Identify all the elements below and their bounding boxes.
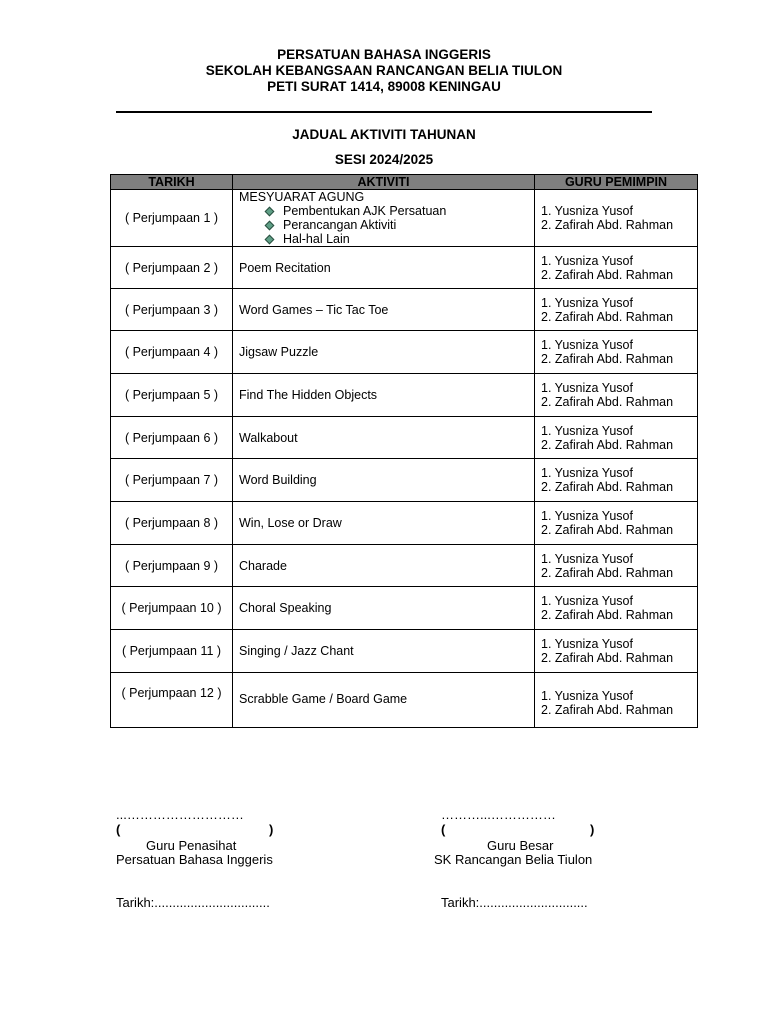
signatory-org-left: Persatuan Bahasa Inggeris <box>116 852 273 867</box>
activity-cell: Word Building <box>233 459 535 502</box>
signature-dots-right: ………...…………… <box>441 807 556 822</box>
table-row <box>111 587 698 630</box>
diamond-bullet-icon <box>265 206 275 216</box>
list-item: Hal-hal Lain <box>263 232 528 246</box>
teacher-cell: 1. Yusniza Yusof 2. Zafirah Abd. Rahman <box>535 374 698 417</box>
teacher-cell: 1. Yusniza Yusof 2. Zafirah Abd. Rahman <box>535 459 698 502</box>
activity-cell: Win, Lose or Draw <box>233 502 535 545</box>
table-row <box>111 502 698 545</box>
table-row <box>111 289 698 331</box>
table-row <box>111 417 698 459</box>
activity-schedule-table <box>110 174 698 728</box>
date-cell: ( Perjumpaan 11 ) <box>111 630 233 673</box>
paren-open-right: ( <box>441 822 446 837</box>
table-row <box>111 459 698 502</box>
teacher-cell: 1. Yusniza Yusof 2. Zafirah Abd. Rahman <box>535 673 698 728</box>
school-address: PETI SURAT 1414, 89008 KENINGAU <box>267 79 501 94</box>
activity-cell: Find The Hidden Objects <box>233 374 535 417</box>
teacher-cell: 1. Yusniza Yusof 2. Zafirah Abd. Rahman <box>535 289 698 331</box>
diamond-bullet-icon <box>265 234 275 244</box>
table-row <box>111 630 698 673</box>
table-row <box>111 374 698 417</box>
activity-cell: Choral Speaking <box>233 587 535 630</box>
date-field-left: Tarikh:................................ <box>116 895 270 910</box>
activity-cell: Word Games – Tic Tac Toe <box>233 289 535 331</box>
date-cell: ( Perjumpaan 12 ) <box>111 673 233 728</box>
signatory-org-right: SK Rancangan Belia Tiulon <box>434 852 593 867</box>
activity-cell: Singing / Jazz Chant <box>233 630 535 673</box>
teacher-cell: 1. Yusniza Yusof 2. Zafirah Abd. Rahman <box>535 587 698 630</box>
teacher-cell: 1. Yusniza Yusof 2. Zafirah Abd. Rahman <box>535 417 698 459</box>
date-cell: ( Perjumpaan 9 ) <box>111 545 233 587</box>
date-field-right: Tarikh:.............................. <box>441 895 588 910</box>
diamond-bullet-icon <box>265 220 275 230</box>
paren-open-left: ( <box>116 822 121 837</box>
activity-title: MESYUARAT AGUNG <box>239 190 365 204</box>
table-row <box>111 247 698 289</box>
table-header-row <box>111 175 698 190</box>
table-row <box>111 545 698 587</box>
date-cell: ( Perjumpaan 8 ) <box>111 502 233 545</box>
date-cell: ( Perjumpaan 2 ) <box>111 247 233 289</box>
date-cell: ( Perjumpaan 6 ) <box>111 417 233 459</box>
paren-close-left: ) <box>269 822 274 837</box>
table-row <box>111 673 698 728</box>
signature-dots-left: ...……………………… <box>116 807 244 822</box>
list-item: Perancangan Aktiviti <box>263 218 528 232</box>
teacher-cell: 1. Yusniza Yusof 2. Zafirah Abd. Rahman <box>535 331 698 374</box>
activity-sublist <box>239 204 528 246</box>
table-row <box>111 331 698 374</box>
date-cell: ( Perjumpaan 4 ) <box>111 331 233 374</box>
org-name: PERSATUAN BAHASA INGGERIS <box>277 47 491 62</box>
date-cell: ( Perjumpaan 3 ) <box>111 289 233 331</box>
session-label: SESI 2024/2025 <box>334 152 434 167</box>
doc-title: JADUAL AKTIVITI TAHUNAN <box>292 127 476 142</box>
header-divider <box>116 111 652 113</box>
signatory-role-left: Guru Penasihat <box>146 838 237 853</box>
school-name: SEKOLAH KEBANGSAAN RANCANGAN BELIA TIULON <box>205 63 563 78</box>
activity-cell: Charade <box>233 545 535 587</box>
date-cell: ( Perjumpaan 5 ) <box>111 374 233 417</box>
table-row <box>111 190 698 247</box>
teacher-cell: 1. Yusniza Yusof 2. Zafirah Abd. Rahman <box>535 247 698 289</box>
list-item: Pembentukan AJK Persatuan <box>263 204 528 218</box>
teacher-cell: 1. Yusniza Yusof 2. Zafirah Abd. Rahman <box>535 630 698 673</box>
column-header-date: TARIKH <box>111 175 233 190</box>
date-cell: ( Perjumpaan 10 ) <box>111 587 233 630</box>
column-header-activity: AKTIVITI <box>233 175 535 190</box>
activity-cell: Scrabble Game / Board Game <box>233 673 535 728</box>
column-header-teacher: GURU PEMIMPIN <box>535 175 698 190</box>
signatory-role-right: Guru Besar <box>487 838 554 853</box>
teacher-cell: 1. Yusniza Yusof 2. Zafirah Abd. Rahman <box>535 502 698 545</box>
activity-cell <box>233 190 535 247</box>
paren-close-right: ) <box>590 822 595 837</box>
activity-cell: Walkabout <box>233 417 535 459</box>
teacher-cell: 1. Yusniza Yusof 2. Zafirah Abd. Rahman <box>535 545 698 587</box>
activity-cell: Jigsaw Puzzle <box>233 331 535 374</box>
teacher-cell: 1. Yusniza Yusof 2. Zafirah Abd. Rahman <box>535 190 698 247</box>
date-cell: ( Perjumpaan 7 ) <box>111 459 233 502</box>
activity-cell: Poem Recitation <box>233 247 535 289</box>
date-cell: ( Perjumpaan 1 ) <box>111 190 233 247</box>
